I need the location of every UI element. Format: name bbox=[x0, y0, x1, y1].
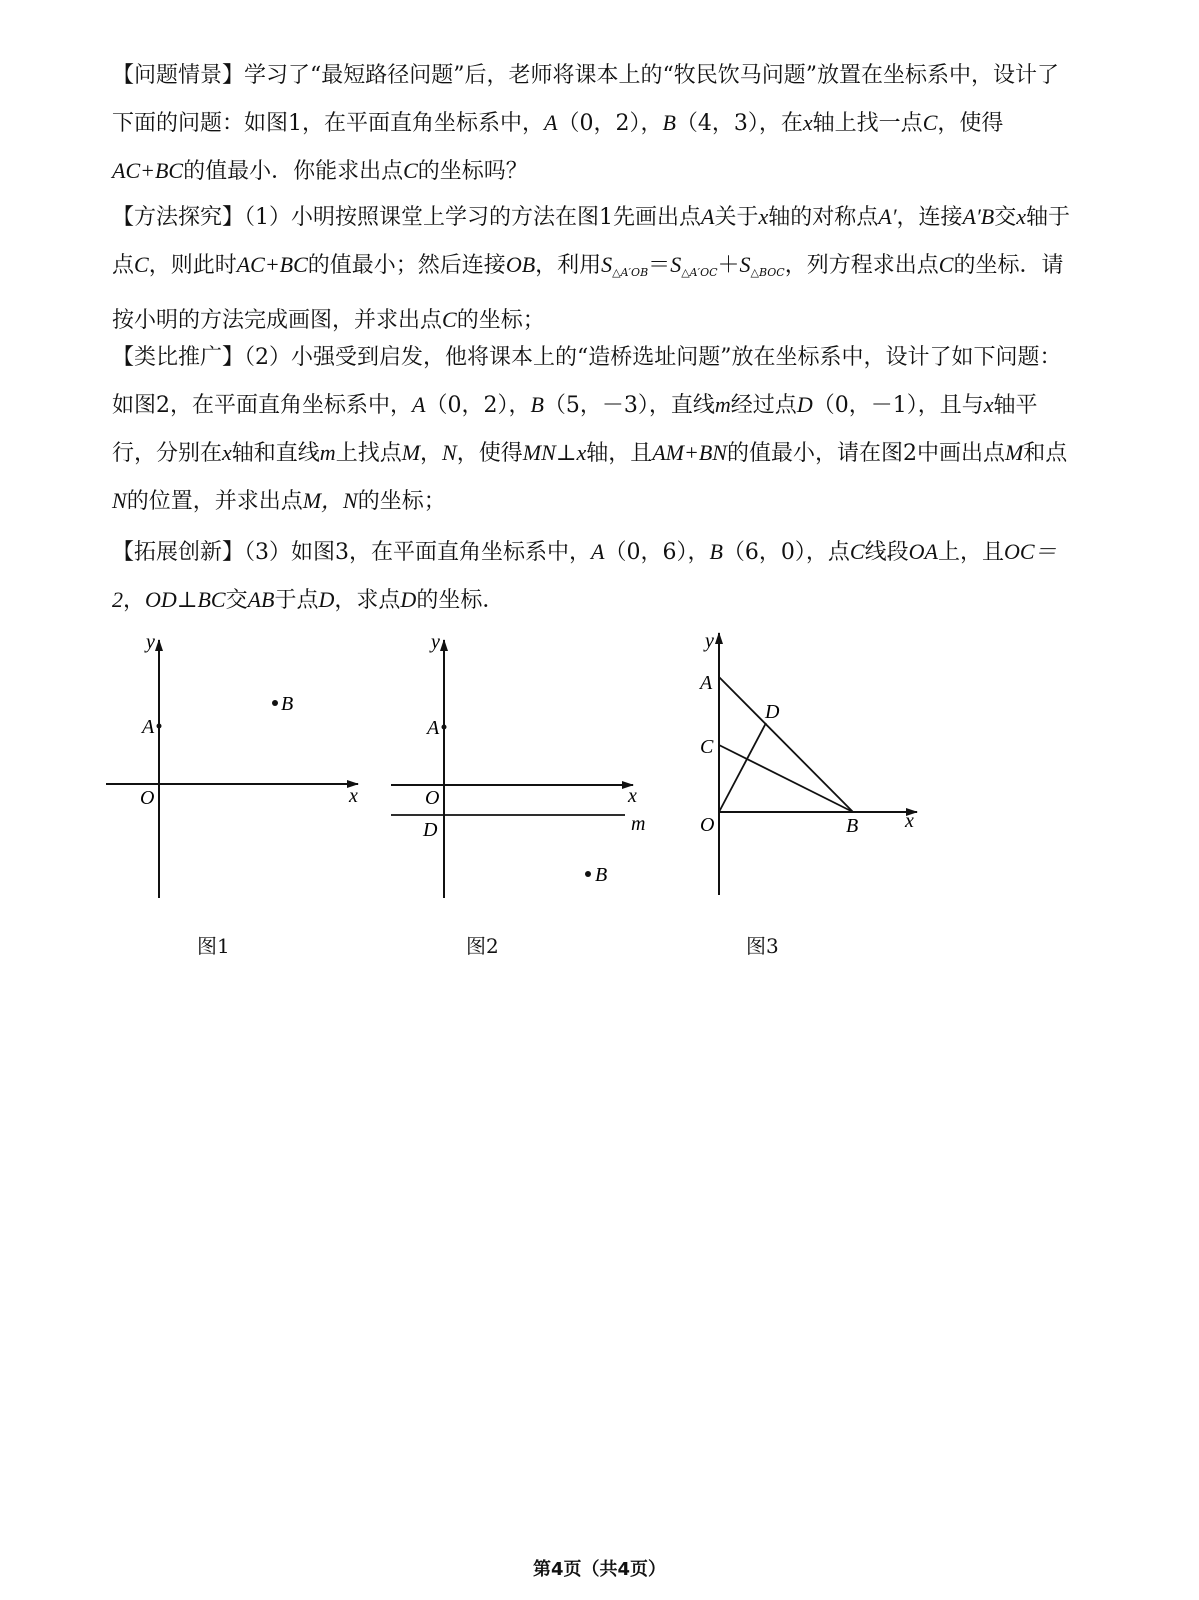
fig2-label-y: y bbox=[431, 631, 440, 653]
figure-2 bbox=[385, 630, 665, 914]
fig2-label-D: D bbox=[423, 819, 438, 841]
fig2-label-A: A bbox=[427, 717, 440, 739]
fig1-label-y: y bbox=[146, 631, 155, 653]
fig1-label-x: x bbox=[349, 785, 358, 807]
fig3-label-A: A bbox=[700, 672, 713, 694]
fig1-label-B: B bbox=[281, 693, 294, 715]
figure-1 bbox=[100, 630, 380, 914]
fig3-label-x: x bbox=[905, 810, 914, 832]
figure-2-caption: 图2 bbox=[466, 934, 499, 958]
fig3-label-C: C bbox=[700, 736, 714, 758]
fig3-label-D: D bbox=[765, 701, 780, 723]
fig3-label-y: y bbox=[705, 630, 714, 652]
fig3-segment-CB bbox=[719, 745, 853, 812]
area-equation: $S_{\triangle A'OB}=S_{\triangle A'OC}+S_{\triangle BOC}$ bbox=[601, 252, 785, 279]
fig2-point-B bbox=[585, 871, 591, 877]
tag-method-exploration: 【方法探究】 bbox=[112, 205, 245, 230]
fig2-label-B: B bbox=[595, 864, 608, 886]
fig3-segment-AB bbox=[719, 677, 853, 812]
figure-3-caption: 图3 bbox=[746, 934, 779, 958]
fig3-label-origin: O bbox=[700, 814, 715, 836]
figure-1-caption: 图1 bbox=[197, 934, 230, 958]
fig2-label-x: x bbox=[628, 785, 637, 807]
paragraph-analogy: 【类比推广】（2）小强受到启发，他将课本上的“造桥选址问题”放在坐标系中，设计了如下问题：如图2，在平面直角坐标系中，A（0，2），B（5，－3），直线m经过点D（0，－1），且与x轴平行，分别在x轴和直线m上找点M，N，使得MN⊥x轴，且AM+BN的值最小，请在图2中画出点M和点N的位置，并求出点M，N的坐标； bbox=[112, 345, 1068, 514]
figure-3 bbox=[685, 625, 945, 914]
fig1-point-B bbox=[272, 700, 278, 706]
page-footer: 第4页（共4页） bbox=[532, 1559, 667, 1580]
fig3-label-B: B bbox=[846, 815, 859, 837]
fig1-label-origin: O bbox=[140, 787, 155, 809]
fig1-point-A bbox=[157, 724, 162, 729]
tag-analogy: 【类比推广】 bbox=[112, 345, 245, 370]
fig2-point-A bbox=[442, 725, 447, 730]
paragraph-extension: 【拓展创新】（3）如图3，在平面直角坐标系中，A（0，6），B（6，0），点C线段OA上，且OC＝2，OD⊥BC交AB于点D，求点D的坐标． bbox=[112, 539, 1057, 613]
fig2-label-origin: O bbox=[425, 787, 440, 809]
tag-extension: 【拓展创新】 bbox=[112, 540, 245, 565]
fig2-label-m: m bbox=[631, 813, 646, 835]
paragraph-problem-scenario: 【问题情景】学习了“最短路径问题”后，老师将课本上的“牧民饮马问题”放置在坐标系中，设计了下面的问题：如图1，在平面直角坐标系中，A（0，2），B（4，3），在x轴上找一点C，使得AC+BC的值最小．你能求出点C的坐标吗？ bbox=[112, 63, 1060, 184]
tag-problem-scenario: 【问题情景】 bbox=[112, 63, 245, 88]
fig3-segment-OD bbox=[719, 723, 766, 812]
fig1-label-A: A bbox=[142, 716, 155, 738]
paragraph-method-exploration: 【方法探究】（1）小明按照课堂上学习的方法在图1先画出点A关于x轴的对称点A′，连接A′B交x轴于点C，则此时AC+BC的值最小；然后连接OB，利用$S_{\triangle A'OB}=S_{\triangle A'OC}+S_{\triangle BOC}$，列方程求出点C的坐标．请按小明的方法完成画图，并求出点C的坐标； bbox=[112, 204, 1071, 333]
